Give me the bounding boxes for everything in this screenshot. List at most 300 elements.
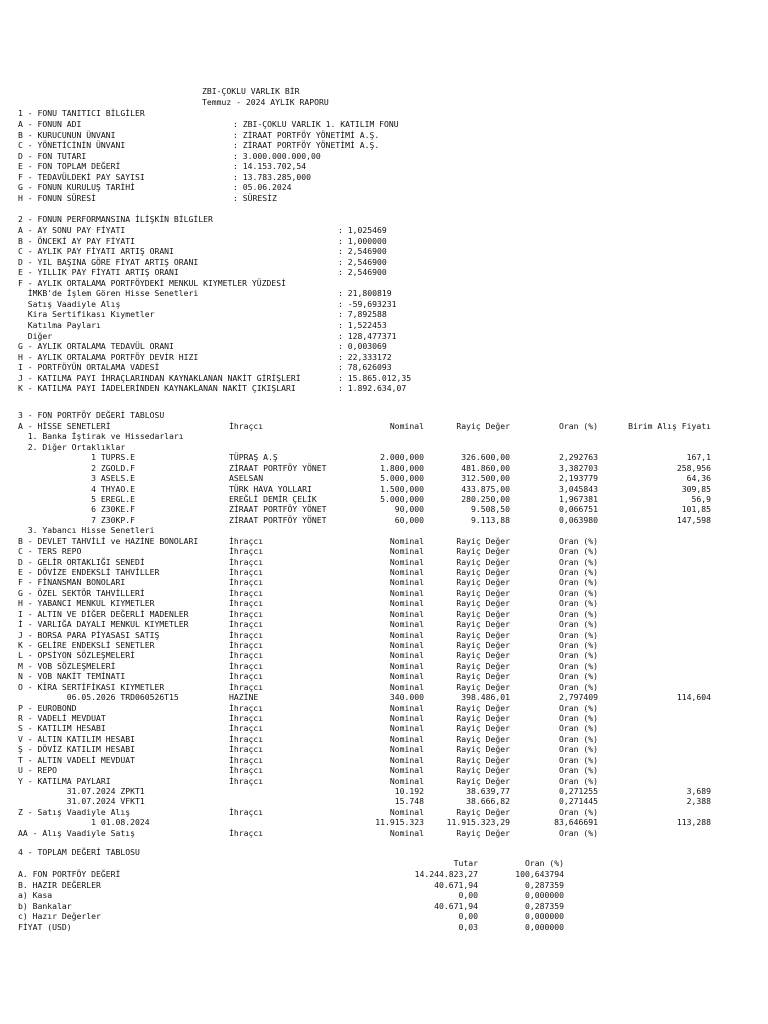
market-value-cell: 326.600,00 — [461, 452, 510, 463]
table-row — [0, 786, 768, 797]
performance-value: : 22,333172 — [338, 351, 392, 362]
ratio-cell: Oran (%) — [559, 556, 598, 567]
total-label: b) Bankalar — [18, 900, 72, 911]
report-title: ZBI-ÇOKLU VARLIK BİR — [202, 86, 300, 96]
unit-price-cell: 2,388 — [686, 796, 711, 807]
issuer-cell: İhraçcı — [229, 754, 264, 765]
table-row — [0, 452, 768, 463]
table-row — [0, 525, 768, 536]
total-row — [0, 880, 768, 891]
total-label: c) Hazır Değerler — [18, 911, 101, 922]
performance-label: Katılma Payları — [18, 319, 101, 330]
section4-heading: 4 - TOPLAM DEĞERİ TABLOSU — [18, 847, 140, 857]
performance-value: : 128,477371 — [338, 330, 397, 341]
total-amount: 0,03 — [458, 922, 478, 932]
table-row — [0, 442, 768, 453]
performance-value: : 2,546900 — [338, 267, 387, 278]
issuer-cell: TÜPRAŞ A.Ş — [229, 452, 278, 463]
performance-label: D - YIL BAŞINA GÖRE FİYAT ARTIŞ ORANI — [18, 256, 199, 267]
market-value-cell: Rayiç Değer — [456, 650, 510, 661]
instrument-cell: 1. Banka İştirak ve Hissedarları — [18, 431, 184, 442]
nominal-cell: 11.915.323 — [375, 817, 424, 828]
instrument-cell: Y - KATILMA PAYLARI — [18, 775, 111, 786]
section2-heading: 2 - FONUN PERFORMANSINA İLİŞKİN BİLGİLER — [18, 214, 213, 224]
instrument-cell: 1 TUPRS.E — [18, 452, 135, 463]
section-heading — [0, 214, 768, 225]
ratio-cell: 83,646691 — [554, 817, 598, 828]
ratio-cell: 0,271445 — [559, 796, 598, 807]
instrument-cell: N - VOB NAKİT TEMİNATI — [18, 671, 126, 682]
total-row — [0, 911, 768, 922]
nominal-cell: Nominal — [389, 556, 424, 567]
total-label: FİYAT (USD) — [18, 922, 72, 932]
performance-value: : 2,546900 — [338, 256, 387, 267]
nominal-cell: 10.192 — [394, 786, 424, 797]
nominal-cell: 5.000,000 — [380, 473, 424, 484]
total-row — [0, 890, 768, 901]
nominal-cell: Nominal — [389, 765, 424, 776]
unit-price-cell: 114,604 — [676, 692, 711, 703]
ratio-cell: 3,045843 — [559, 483, 598, 494]
instrument-cell: G - ÖZEL SEKTÖR TAHVİLLERİ — [18, 587, 145, 598]
issuer-cell: ZİRAAT PORTFÖY YÖNET — [229, 504, 327, 515]
info-label: F - TEDAVÜLDEKİ PAY SAYISI — [18, 171, 145, 182]
issuer-cell: İhraçcı — [229, 650, 264, 661]
performance-value: : 1,522453 — [338, 319, 387, 330]
ratio-cell: Oran (%) — [559, 640, 598, 651]
market-value-cell: Rayiç Değer — [456, 806, 510, 817]
table-row — [0, 567, 768, 578]
issuer-cell: İhraçcı — [229, 567, 264, 578]
issuer-cell: İhraçcı — [229, 671, 264, 682]
market-value-cell: Rayiç Değer — [456, 713, 510, 724]
table-row — [0, 421, 768, 432]
nominal-cell: Nominal — [389, 619, 424, 630]
table-row — [0, 577, 768, 588]
nominal-cell: Nominal — [389, 598, 424, 609]
nominal-cell: 60,000 — [394, 514, 424, 525]
performance-row — [0, 373, 768, 384]
nominal-cell: Nominal — [389, 546, 424, 557]
market-value-cell: Rayiç Değer — [456, 535, 510, 546]
ratio-cell: Oran (%) — [559, 681, 598, 692]
info-label: C - YÖNETİCİNİN ÜNVANI — [18, 140, 126, 150]
instrument-cell: B - DEVLET TAHVİLİ ve HAZİNE BONOLARI — [18, 535, 199, 546]
performance-value: : 15.865.012,35 — [338, 372, 412, 383]
table-row — [0, 734, 768, 745]
ratio-cell: Oran (%) — [559, 619, 598, 630]
table-row — [0, 588, 768, 599]
section3-heading: 3 - FON PORTFÖY DEĞERİ TABLOSU — [18, 410, 165, 420]
total-label: a) Kasa — [18, 890, 53, 901]
table-row — [0, 536, 768, 547]
market-value-cell: 280.250,00 — [461, 494, 510, 504]
instrument-cell: 7 Z30KP.F — [18, 514, 135, 525]
instrument-cell: 5 EREGL.E — [18, 494, 135, 504]
total-amount: 0,00 — [458, 890, 478, 901]
ratio-cell: Oran (%) — [559, 650, 598, 661]
market-value-cell: Rayiç Değer — [456, 567, 510, 578]
issuer-cell: İhraçcı — [229, 681, 264, 692]
info-value: : 3.000.000.000,00 — [233, 150, 321, 161]
info-label: A - FONUN ADI — [18, 119, 82, 129]
ratio-cell: Oran (%) — [559, 713, 598, 724]
performance-row — [0, 320, 768, 331]
performance-row — [0, 299, 768, 310]
issuer-cell: İhraçcı — [229, 577, 264, 588]
ratio-cell: 0,271255 — [559, 786, 598, 797]
table-row — [0, 484, 768, 495]
performance-row — [0, 257, 768, 268]
market-value-cell: Rayiç Değer — [456, 765, 510, 776]
nominal-cell: Nominal — [389, 671, 424, 682]
instrument-cell: 6 Z30KE.F — [18, 504, 135, 515]
instrument-cell: 3 ASELS.E — [18, 473, 135, 484]
performance-label: İMKB'de İşlem Gören Hisse Senetleri — [18, 288, 199, 299]
issuer-cell: İhraçcı — [229, 702, 264, 713]
nominal-cell: Nominal — [389, 421, 424, 431]
market-value-cell: 9.508,50 — [471, 504, 510, 515]
performance-label: Kira Sertifikası Kıymetler — [18, 309, 155, 320]
market-value-cell: Rayiç Değer — [456, 608, 510, 619]
table-row — [0, 640, 768, 651]
performance-row — [0, 352, 768, 363]
nominal-cell: 90,000 — [394, 504, 424, 515]
info-value: : 13.783.285,000 — [233, 171, 311, 182]
performance-label: Diğer — [18, 330, 53, 341]
ratio-cell: Oran (%) — [559, 567, 598, 578]
table-row — [0, 630, 768, 641]
market-value-cell: Rayiç Değer — [456, 556, 510, 567]
instrument-cell: P - EUROBOND — [18, 702, 77, 713]
total-amount: 40.671,94 — [434, 879, 478, 890]
table-row — [0, 723, 768, 734]
unit-price-cell: 56,9 — [691, 494, 711, 504]
instrument-cell: I - ALTIN VE DİĞER DEĞERLİ MADENLER — [18, 608, 189, 619]
nominal-cell: Nominal — [389, 713, 424, 724]
info-value: : ZBI-ÇOKLU VARLIK 1. KATILIM FONU — [233, 119, 399, 129]
instrument-cell: C - TERS REPO — [18, 546, 82, 557]
issuer-cell: İhraçcı — [229, 765, 264, 776]
table-row — [0, 765, 768, 776]
nominal-cell: Nominal — [389, 650, 424, 661]
performance-row — [0, 309, 768, 320]
table-row — [0, 515, 768, 526]
total-row — [0, 922, 768, 933]
market-value-cell: 312.500,00 — [461, 473, 510, 484]
section-heading — [0, 410, 768, 421]
total-row — [0, 869, 768, 880]
performance-label: J - KATILMA PAYI İHRAÇLARINDAN KAYNAKLANAN NAKİT GİRİŞLERİ — [18, 372, 301, 383]
ratio-cell: Oran (%) — [559, 754, 598, 765]
performance-value: : 1,000000 — [338, 235, 387, 246]
nominal-cell: Nominal — [389, 567, 424, 578]
performance-row — [0, 362, 768, 373]
table-row — [0, 682, 768, 693]
unit-price-cell: Birim Alış Fiyatı — [628, 421, 711, 431]
performance-label: B - ÖNCEKİ AY PAY FİYATI — [18, 235, 135, 246]
ratio-cell: Oran (%) — [559, 608, 598, 619]
total-ratio-header: Oran (%) — [525, 858, 564, 868]
instrument-cell: Ş - DÖVİZ KATILIM HESABI — [18, 744, 135, 755]
table-row — [0, 661, 768, 672]
info-value: : 05.06.2024 — [233, 182, 292, 192]
issuer-cell: EREĞLİ DEMİR ÇELİK — [229, 494, 317, 504]
info-row — [0, 140, 768, 151]
performance-value: : 0,003069 — [338, 341, 387, 352]
ratio-cell: Oran (%) — [559, 421, 598, 431]
market-value-cell: Rayiç Değer — [456, 577, 510, 588]
instrument-cell: 2 ZGOLD.F — [18, 462, 135, 473]
instrument-cell: K - GELİRE ENDEKSLİ SENETLER — [18, 640, 155, 651]
table-row — [0, 817, 768, 828]
ratio-cell: Oran (%) — [559, 546, 598, 557]
issuer-cell: İhraçcı — [229, 713, 264, 724]
info-row — [0, 151, 768, 162]
issuer-cell: İhraçcı — [229, 827, 264, 838]
total-label: B. HAZIR DEĞERLER — [18, 879, 101, 890]
issuer-cell: İhraçcı — [229, 660, 264, 671]
issuer-cell: İhraçcı — [229, 723, 264, 734]
table-row — [0, 504, 768, 515]
table-row — [0, 431, 768, 442]
market-value-cell: Rayiç Değer — [456, 546, 510, 557]
issuer-cell: İhraçcı — [229, 546, 264, 557]
nominal-cell: Nominal — [389, 806, 424, 817]
performance-label: G - AYLIK ORTALAMA TEDAVÜL ORANI — [18, 341, 174, 352]
performance-row — [0, 246, 768, 257]
unit-price-cell: 147,598 — [676, 514, 711, 525]
info-value: : SÜRESİZ — [233, 192, 277, 203]
nominal-cell: 340.000 — [389, 692, 424, 703]
instrument-cell: 06.05.2026 TRD060526T15 — [18, 692, 179, 703]
nominal-cell: Nominal — [389, 827, 424, 838]
market-value-cell: Rayiç Değer — [456, 733, 510, 744]
issuer-cell: İhraçcı — [229, 598, 264, 609]
nominal-cell: Nominal — [389, 702, 424, 713]
table-row — [0, 598, 768, 609]
instrument-cell: Z - Satış Vaadiyle Alış — [18, 806, 131, 817]
performance-row — [0, 267, 768, 278]
nominal-cell: 5.000,000 — [380, 494, 424, 504]
performance-row — [0, 278, 768, 289]
total-ratio: 0,287359 — [525, 900, 564, 911]
instrument-cell: A - HİSSE SENETLERİ — [18, 421, 111, 431]
table-row — [0, 796, 768, 807]
info-row — [0, 161, 768, 172]
table-row — [0, 473, 768, 484]
ratio-cell: Oran (%) — [559, 806, 598, 817]
performance-label: K - KATILMA PAYI İADELERİNDEN KAYNAKLANAN NAKİT ÇIKIŞLARI — [18, 383, 296, 394]
nominal-cell: Nominal — [389, 535, 424, 546]
instrument-cell: O - KİRA SERTİFİKASI KIYMETLER — [18, 681, 165, 692]
unit-price-cell: 167,1 — [686, 452, 711, 463]
instrument-cell: R - VADELİ MEVDUAT — [18, 713, 106, 724]
issuer-cell: İhraçcı — [229, 587, 264, 598]
section1-heading: 1 - FONU TANITICI BİLGİLER — [18, 108, 145, 118]
section-heading — [0, 847, 768, 858]
total-amount-header: Tutar — [453, 858, 478, 868]
market-value-cell: Rayiç Değer — [456, 723, 510, 734]
performance-label: H - AYLIK ORTALAMA PORTFÖY DEVİR HIZI — [18, 351, 199, 362]
market-value-cell: Rayiç Değer — [456, 754, 510, 765]
instrument-cell: U - REPO — [18, 765, 57, 776]
market-value-cell: 433.875,00 — [461, 483, 510, 494]
table-row — [0, 463, 768, 474]
ratio-cell: Oran (%) — [559, 723, 598, 734]
info-row — [0, 193, 768, 204]
instrument-cell: 1 01.08.2024 — [18, 817, 150, 828]
nominal-cell: Nominal — [389, 577, 424, 588]
performance-value: : 1,025469 — [338, 225, 387, 235]
performance-row — [0, 341, 768, 352]
market-value-cell: Rayiç Değer — [456, 744, 510, 755]
table-row — [0, 713, 768, 724]
ratio-cell: Oran (%) — [559, 671, 598, 682]
instrument-cell: F - FİNANSMAN BONOLARI — [18, 577, 126, 588]
info-value: : ZİRAAT PORTFÖY YÖNETİMİ A.Ş. — [233, 129, 380, 140]
total-ratio: 100,643794 — [515, 869, 564, 879]
table-row — [0, 619, 768, 630]
ratio-cell: 0,063980 — [559, 514, 598, 525]
issuer-cell: ASELSAN — [229, 473, 264, 484]
instrument-cell: 3. Yabancı Hisse Senetleri — [18, 525, 155, 536]
unit-price-cell: 3,689 — [686, 786, 711, 797]
report-title-line — [0, 86, 768, 97]
table-row — [0, 755, 768, 766]
report-subtitle: Temmuz - 2024 AYLIK RAPORU — [202, 97, 329, 107]
unit-price-cell: 64,36 — [686, 473, 711, 484]
instrument-cell: E - DÖVİZE ENDEKSLİ TAHVİLLER — [18, 567, 160, 578]
nominal-cell: Nominal — [389, 775, 424, 786]
instrument-cell: H - YABANCI MENKUL KIYMETLER — [18, 598, 155, 609]
market-value-cell: 398.486,01 — [461, 692, 510, 703]
instrument-cell: 4 THYAO.E — [18, 483, 135, 494]
market-value-cell: Rayiç Değer — [456, 660, 510, 671]
market-value-cell: Rayiç Değer — [456, 619, 510, 630]
ratio-cell: 0,066751 — [559, 504, 598, 515]
market-value-cell: 38.639,77 — [466, 786, 510, 797]
ratio-cell: Oran (%) — [559, 744, 598, 755]
nominal-cell: Nominal — [389, 723, 424, 734]
performance-row — [0, 331, 768, 342]
performance-row — [0, 383, 768, 394]
nominal-cell: 1.500,000 — [380, 483, 424, 494]
ratio-cell: Oran (%) — [559, 535, 598, 546]
instrument-cell: L - OPSİYON SÖZLEŞMELERİ — [18, 650, 135, 661]
nominal-cell: Nominal — [389, 754, 424, 765]
total-ratio: 0,287359 — [525, 879, 564, 890]
info-label: E - FON TOPLAM DEĞERİ — [18, 161, 121, 171]
total-table-header — [0, 858, 768, 869]
issuer-cell: İhraçcı — [229, 608, 264, 619]
table-row — [0, 807, 768, 818]
performance-label: E - YILLIK PAY FİYATI ARTIŞ ORANI — [18, 267, 179, 278]
market-value-cell: Rayiç Değer — [456, 671, 510, 682]
info-label: H - FONUN SÜRESİ — [18, 192, 96, 203]
nominal-cell: Nominal — [389, 608, 424, 619]
performance-label: F - AYLIK ORTALAMA PORTFÖYDEKİ MENKUL KIYMETLER YÜZDESİ — [18, 277, 287, 288]
market-value-cell: Rayiç Değer — [456, 681, 510, 692]
nominal-cell: 2.000,000 — [380, 452, 424, 463]
issuer-cell: HAZİNE — [229, 692, 259, 703]
issuer-cell: İhraçcı — [229, 640, 264, 651]
performance-value: : -59,693231 — [338, 298, 397, 309]
performance-value: : 2,546900 — [338, 246, 387, 257]
ratio-cell: Oran (%) — [559, 598, 598, 609]
nominal-cell: Nominal — [389, 660, 424, 671]
market-value-cell: 9.113,88 — [471, 514, 510, 525]
total-ratio: 0,000000 — [525, 911, 564, 922]
info-value: : 14.153.702,54 — [233, 161, 307, 171]
performance-row — [0, 236, 768, 247]
market-value-cell: Rayiç Değer — [456, 827, 510, 838]
market-value-cell: Rayiç Değer — [456, 421, 510, 431]
total-amount: 40.671,94 — [434, 900, 478, 911]
issuer-cell: İhraçcı — [229, 421, 264, 431]
ratio-cell: Oran (%) — [559, 629, 598, 640]
nominal-cell: Nominal — [389, 629, 424, 640]
performance-value: : 7,892588 — [338, 309, 387, 320]
info-label: D - FON TUTARI — [18, 150, 87, 161]
total-label: A. FON PORTFÖY DEĞERİ — [18, 869, 121, 879]
info-row — [0, 130, 768, 141]
issuer-cell: TÜRK HAVA YOLLARI — [229, 483, 312, 494]
table-row — [0, 494, 768, 505]
performance-label: C - AYLIK PAY FİYATI ARTIŞ ORANI — [18, 246, 174, 257]
total-ratio: 0,000000 — [525, 922, 564, 932]
nominal-cell: Nominal — [389, 640, 424, 651]
nominal-cell: 15.748 — [394, 796, 424, 807]
market-value-cell: 11.915.323,29 — [446, 817, 510, 828]
instrument-cell: T - ALTIN VADELİ MEVDUAT — [18, 754, 135, 765]
instrument-cell: 31.07.2024 VFKT1 — [18, 796, 145, 807]
ratio-cell: Oran (%) — [559, 733, 598, 744]
table-row — [0, 650, 768, 661]
total-row — [0, 901, 768, 912]
performance-value: : 78,626093 — [338, 362, 392, 373]
info-label: B - KURUCUNUN ÜNVANI — [18, 129, 116, 140]
issuer-cell: İhraçcı — [229, 775, 264, 786]
unit-price-cell: 258,956 — [676, 462, 711, 473]
instrument-cell: 2. Diğer Ortaklıklar — [18, 441, 126, 452]
total-amount: 0,00 — [458, 911, 478, 922]
market-value-cell: 481.860,00 — [461, 462, 510, 473]
instrument-cell: S - KATILIM HESABI — [18, 723, 106, 734]
instrument-cell: İ - VARLIĞA DAYALI MENKUL KIYMETLER — [18, 619, 189, 630]
issuer-cell: İhraçcı — [229, 556, 264, 567]
info-value: : ZİRAAT PORTFÖY YÖNETİMİ A.Ş. — [233, 140, 380, 150]
table-row — [0, 546, 768, 557]
nominal-cell: Nominal — [389, 744, 424, 755]
unit-price-cell: 309,85 — [681, 483, 711, 494]
issuer-cell: İhraçcı — [229, 806, 264, 817]
table-row — [0, 671, 768, 682]
table-row — [0, 692, 768, 703]
section-heading — [0, 108, 768, 119]
table-row — [0, 703, 768, 714]
ratio-cell: Oran (%) — [559, 660, 598, 671]
table-row — [0, 828, 768, 839]
ratio-cell: 2,797409 — [559, 692, 598, 703]
performance-row — [0, 225, 768, 236]
performance-row — [0, 288, 768, 299]
instrument-cell: D - GELİR ORTAKLIĞI SENEDİ — [18, 556, 145, 567]
unit-price-cell: 113,288 — [676, 817, 711, 828]
ratio-cell: Oran (%) — [559, 587, 598, 598]
instrument-cell: V - ALTIN KATILIM HESABI — [18, 733, 135, 744]
ratio-cell: 3,382703 — [559, 462, 598, 473]
